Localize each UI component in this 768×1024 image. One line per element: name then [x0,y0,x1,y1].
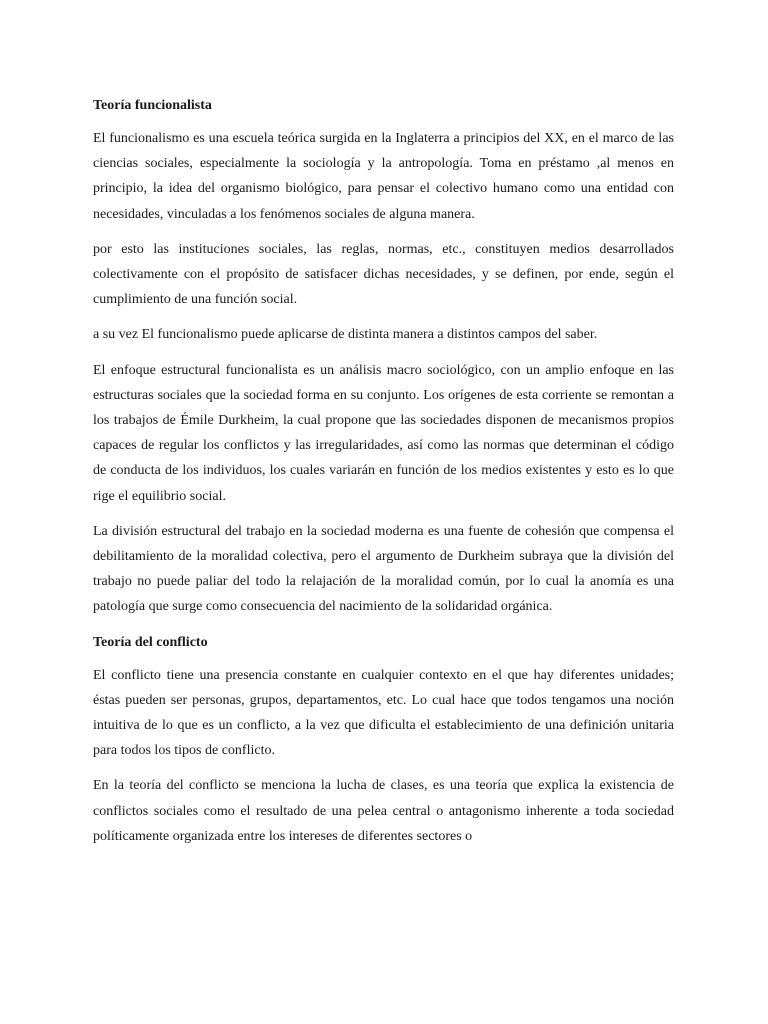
paragraph-4: El enfoque estructural funcionalista es un análisis macro sociológico, con un amplio enfoque en las estructuras sociales que la sociedad forma en su conjunto. Los orígenes de esta corriente se remontan a los trabajos de Émile Durkheim, la cual propone que las sociedades disponen de mecanismos propios capaces de regular los conflictos y las irregularidades, así como las normas que determinan el código de conducta de los individuos, los cuales variarán en función de los medios existentes y esto es lo que rige el equilibrio social. [93,362,674,504]
paragraph-6: El conflicto tiene una presencia constante en cualquier contexto en el que hay diferentes unidades; éstas pueden ser personas, grupos, departamentos, etc. Lo cual hace que todos tengamos una noción intuitiva de lo que es un conflicto, a la vez que dificulta el establecimiento de una definición unitaria para todos los tipos de conflicto. [93,667,674,759]
paragraph-7: En la teoría del conflicto se menciona la lucha de clases, es una teoría que explica la existencia de conflictos sociales como el resultado de una pelea central o antagonismo inherente a toda sociedad políticamente organizada entre los intereses de diferentes sectores o [93,778,674,844]
paragraph-3: a su vez El funcionalismo puede aplicarse de distinta manera a distintos campos del saber. [93,327,598,343]
section-heading-conflicto: Teoría del conflicto [93,634,208,650]
section-heading-funcionalista: Teoría funcionalista [93,98,212,113]
paragraph-5: La división estructural del trabajo en la sociedad moderna es una fuente de cohesión que compensa el debilitamiento de la moralidad colectiva, pero el argumento de Durkheim subraya que la división del trabajo no puede paliar del todo la relajación de la moralidad común, por lo cual la anomía es una patología que surge como consecuencia del nacimiento de la solidaridad orgánica. [93,523,674,615]
paragraph-1: El funcionalismo es una escuela teórica surgida en la Inglaterra a principios del XX, en el marco de las ciencias sociales, especialmente la sociología y la antropología. Toma en préstamo ,al menos en principio, la idea del organismo biológico, para pensar el colectivo humano como una entidad con necesidades, vinculadas a los fenómenos sociales de alguna manera. [93,131,674,222]
document-page [93,93,674,859]
paragraph-2: por esto las instituciones sociales, las reglas, normas, etc., constituyen medios desarrollados colectivamente con el propósito de satisfacer dichas necesidades, y se definen, por ende, según el cumplimiento de una función social. [93,241,674,308]
